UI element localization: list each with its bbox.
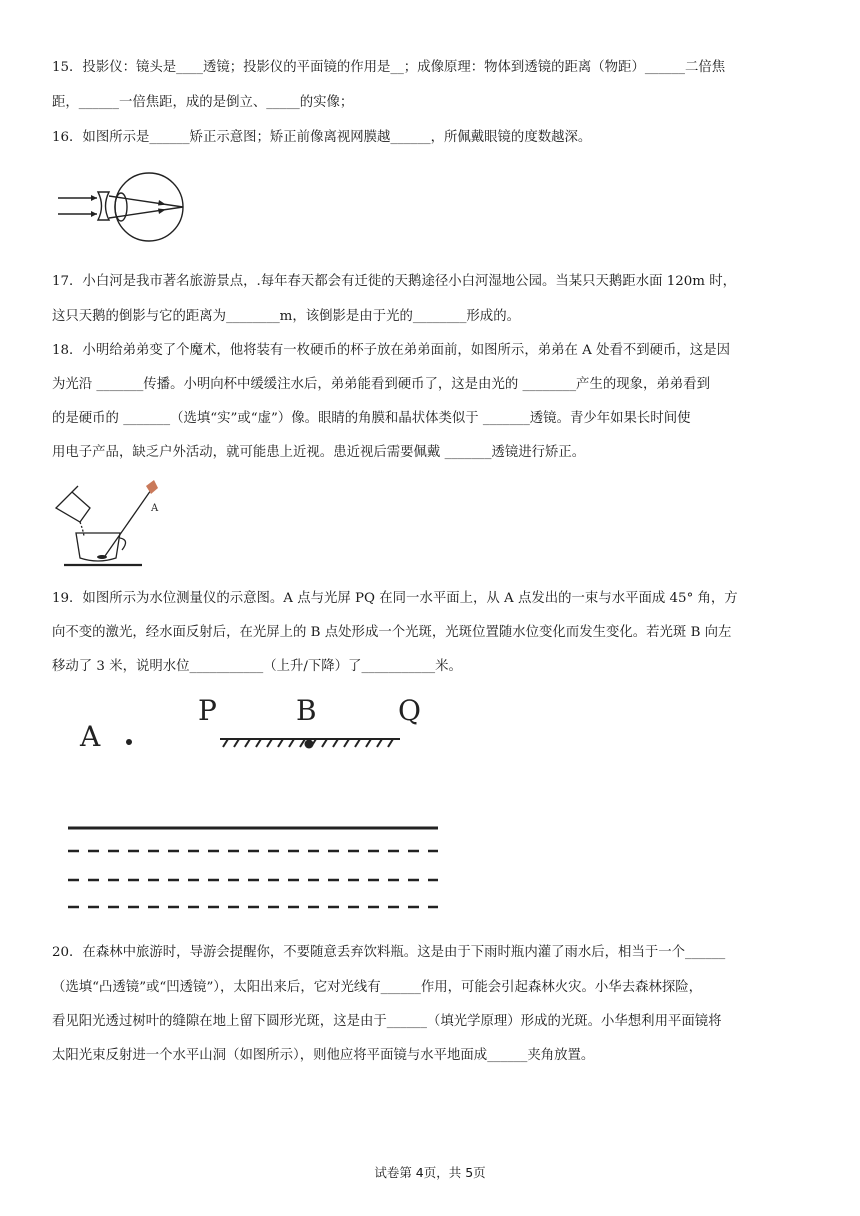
fig-label-p: P [198,694,217,727]
q17-line-2: 这只天鹅的倒影与它的距离为________m，该倒影是由于光的________形成的。 [52,309,520,324]
q15-line-2: 距，______一倍焦距，成的是倒立、_____的实像； [52,95,354,110]
water-level-diagram [60,690,460,920]
q18-line-3: 的是硬币的 _______（选填“实”或“虚”）像。眼睛的角膜和晶状体类似于 _______透镜。青少年如果长时间使 [52,411,691,426]
q16-line-1: 16．如图所示是______矫正示意图；矫正前像离视网膜越______，所佩戴眼镜的度数越深。 [52,130,592,145]
arrow-head-bottom [91,211,97,217]
q19-line-2: 向不变的激光，经水面反射后，在光屏上的 B 点处形成一个光斑，光斑位置随水位变化而发生变化。若光斑 B 向左 [52,625,732,640]
q20-line-1: 20．在森林中旅游时，导游会提醒你，不要随意丢弃饮料瓶。这是由于下雨时瓶内灌了雨水后，相当于一个______ [52,945,726,960]
arrow-head-top [91,195,97,201]
q15-line-1: 15．投影仪：镜头是____透镜；投影仪的平面镜的作用是__；成像原理：物体到透镜的距离（物距）______二倍焦 [52,60,726,75]
concave-lens-eye-diagram [55,170,195,250]
q19-line-1: 19．如图所示为水位测量仪的示意图。A 点与光屏 PQ 在同一水平面上，从 A 点发出的一束与水平面成 45° 角，方 [52,591,738,606]
q18-line-2: 为光沿 _______传播。小明向杯中缓缓注水后，弟弟能看到硬币了，这是由光的 ________产生的现象，弟弟看到 [52,377,710,392]
refracted-ray-bottom [109,207,183,218]
cup-handle [120,538,126,550]
sight-line [105,490,151,556]
water-pitcher [56,492,90,522]
q20-line-2: （选填“凸透镜”或“凹透镜”），太阳出来后，它对光线有______作用，可能会引起森林火灾。小华去森林探险， [52,980,703,995]
coin [97,555,107,559]
page-footer: 试卷第 4页，共 5页 [374,1165,486,1180]
refracted-ray-top [109,196,183,207]
fig-label-a: A [151,503,159,514]
water-stream [80,522,84,536]
arrow-head-refracted-top [158,200,166,206]
q20-line-3: 看见阳光透过树叶的缝隙在地上留下圆形光斑，这是由于______（填光学原理）形成的光斑。小华想利用平面镜将 [52,1014,722,1029]
q19-line-3: 移动了 3 米，说明水位___________（上升/下降）了___________米。 [52,659,462,674]
eye-icon [146,480,158,494]
water-body [68,851,438,907]
q20-line-4: 太阳光束反射进一个水平山洞（如图所示），则他应将平面镜与水平地面成______夹角放置。 [52,1048,595,1063]
eyeball [115,173,183,241]
coin-cup-diagram [50,478,175,573]
fig-label-a: A [80,720,101,753]
q17-line-1: 17．小白河是我市著名旅游景点，.每年春天都会有迁徙的天鹅途径小白河湿地公园。当某只天鹅距水面 120m 时， [52,274,737,289]
q18-line-4: 用电子产品，缺乏户外活动，就可能患上近视。患近视后需要佩戴 _______透镜进行矫正。 [52,445,586,460]
point-a [126,739,132,745]
concave-lens [98,192,109,220]
arrow-head-refracted-bottom [158,209,166,215]
fig-label-b: B [296,694,317,727]
fig-label-q: Q [398,694,421,727]
light-spot-b [305,740,314,749]
q18-line-1: 18．小明给弟弟变了个魔术，他将装有一枚硬币的杯子放在弟弟面前，如图所示，弟弟在 A 处看不到硬币，这是因 [52,343,730,358]
